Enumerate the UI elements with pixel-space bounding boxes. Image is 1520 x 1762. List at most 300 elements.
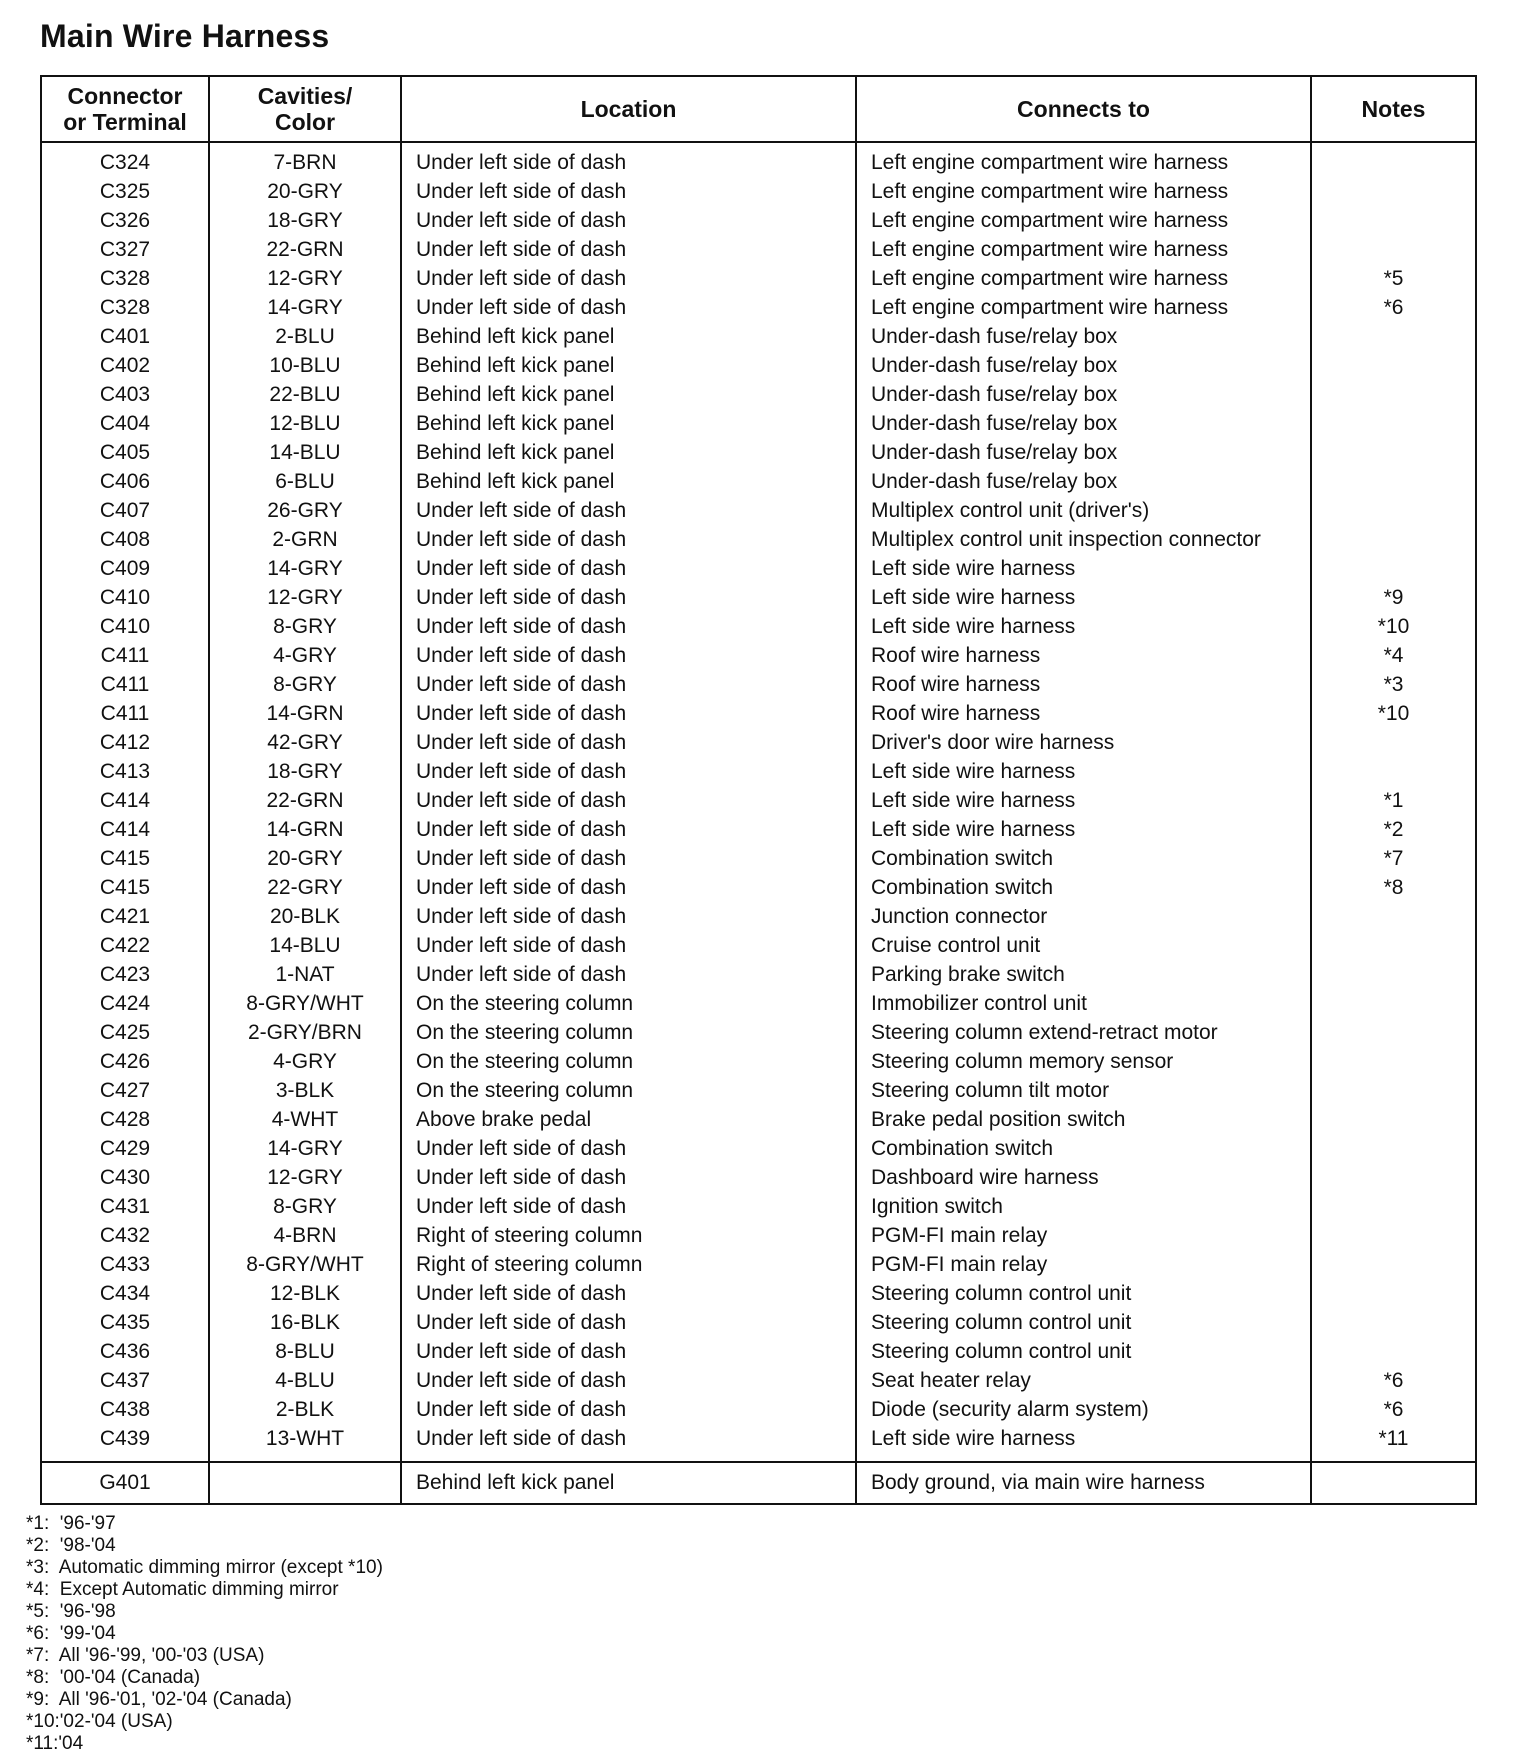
cell-connects-to: Under-dash fuse/relay box <box>856 322 1311 351</box>
cell-location: Under left side of dash <box>401 177 856 206</box>
cell-connector: C325 <box>41 177 209 206</box>
cell-connects-to: Left engine compartment wire harness <box>856 206 1311 235</box>
cell-connector: C414 <box>41 815 209 844</box>
cell-connects-to: Left side wire harness <box>856 815 1311 844</box>
cell-note <box>1311 206 1476 235</box>
cell-connector: C421 <box>41 902 209 931</box>
cell-location: Under left side of dash <box>401 1395 856 1424</box>
cell-connector: C327 <box>41 235 209 264</box>
table-row <box>41 496 1476 525</box>
cell-connects-to: PGM-FI main relay <box>856 1250 1311 1279</box>
cell-note <box>1311 525 1476 554</box>
cell-note: *1 <box>1311 786 1476 815</box>
table-row <box>41 670 1476 699</box>
cell-cavities: 22-GRN <box>209 235 401 264</box>
cell-connector: C431 <box>41 1192 209 1221</box>
cell-connector: C326 <box>41 206 209 235</box>
cell-note <box>1311 177 1476 206</box>
cell-connector: C408 <box>41 525 209 554</box>
cell-location: Behind left kick panel <box>401 438 856 467</box>
table-row <box>41 728 1476 757</box>
cell-connects-to: Left side wire harness <box>856 612 1311 641</box>
cell-cavities: 18-GRY <box>209 757 401 786</box>
cell-connector: C435 <box>41 1308 209 1337</box>
cell-connects-to: Under-dash fuse/relay box <box>856 467 1311 496</box>
cell-cavities: 4-GRY <box>209 641 401 670</box>
cell-cavities: 22-GRN <box>209 786 401 815</box>
cell-location: Right of steering column <box>401 1250 856 1279</box>
page-title: Main Wire Harness <box>40 18 330 54</box>
cell-note <box>1311 380 1476 409</box>
cell-cavities: 8-GRY/WHT <box>209 989 401 1018</box>
table-row <box>41 264 1476 293</box>
cell-note: *9 <box>1311 583 1476 612</box>
cell-location: Under left side of dash <box>401 873 856 902</box>
cell-connects-to: Multiplex control unit inspection connector <box>856 525 1311 554</box>
cell-location: Under left side of dash <box>401 235 856 264</box>
cell-note: *6 <box>1311 1395 1476 1424</box>
table-row <box>41 1221 1476 1250</box>
table-row <box>41 1250 1476 1279</box>
cell-connector: C413 <box>41 757 209 786</box>
header-connector <box>41 76 209 142</box>
cell-location: Under left side of dash <box>401 815 856 844</box>
cell-connector: C438 <box>41 1395 209 1424</box>
footnote-item: *9: All '96-'01, '02-'04 (Canada) <box>26 1689 292 1710</box>
table-row <box>41 757 1476 786</box>
cell-location: Under left side of dash <box>401 142 856 177</box>
cell-location: Under left side of dash <box>401 960 856 989</box>
footnote-item: *10:'02-'04 (USA) <box>26 1711 173 1732</box>
cell-connector: C405 <box>41 438 209 467</box>
cell-cavities: 1-NAT <box>209 960 401 989</box>
cell-connector: C415 <box>41 873 209 902</box>
cell-location: Under left side of dash <box>401 293 856 322</box>
table-row <box>41 1424 1476 1462</box>
header-connector-line-2: or Terminal <box>63 109 187 135</box>
cell-connector: C411 <box>41 641 209 670</box>
cell-cavities: 14-BLU <box>209 931 401 960</box>
cell-cavities: 8-GRY/WHT <box>209 1250 401 1279</box>
table-row <box>41 1018 1476 1047</box>
cell-note <box>1311 1308 1476 1337</box>
cell-cavities: 18-GRY <box>209 206 401 235</box>
cell-connector: C328 <box>41 264 209 293</box>
cell-connector: C411 <box>41 699 209 728</box>
cell-location: Under left side of dash <box>401 496 856 525</box>
cell-connector: C402 <box>41 351 209 380</box>
table-row <box>41 293 1476 322</box>
cell-note <box>1311 438 1476 467</box>
cell-connects-to: Left side wire harness <box>856 583 1311 612</box>
cell-note <box>1311 1192 1476 1221</box>
ground-connects-to: Body ground, via main wire harness <box>856 1462 1311 1504</box>
table-row <box>41 699 1476 728</box>
table-row <box>41 641 1476 670</box>
cell-location: Under left side of dash <box>401 1134 856 1163</box>
cell-note <box>1311 757 1476 786</box>
cell-cavities: 42-GRY <box>209 728 401 757</box>
cell-cavities: 12-BLU <box>209 409 401 438</box>
footnote-item: *4: Except Automatic dimming mirror <box>26 1579 339 1600</box>
cell-note: *6 <box>1311 1366 1476 1395</box>
cell-connector: C422 <box>41 931 209 960</box>
table-row <box>41 1337 1476 1366</box>
cell-location: Under left side of dash <box>401 1192 856 1221</box>
header-cavities <box>209 76 401 142</box>
cell-cavities: 2-GRY/BRN <box>209 1018 401 1047</box>
cell-note <box>1311 1076 1476 1105</box>
cell-cavities: 10-BLU <box>209 351 401 380</box>
cell-connects-to: Combination switch <box>856 873 1311 902</box>
cell-connects-to: Steering column tilt motor <box>856 1076 1311 1105</box>
cell-connects-to: Steering column control unit <box>856 1308 1311 1337</box>
cell-cavities: 14-GRY <box>209 554 401 583</box>
header-location: Location <box>401 76 856 142</box>
table-row <box>41 1163 1476 1192</box>
cell-note <box>1311 1047 1476 1076</box>
cell-note <box>1311 1163 1476 1192</box>
cell-cavities: 4-WHT <box>209 1105 401 1134</box>
cell-location: Behind left kick panel <box>401 351 856 380</box>
cell-connects-to: Left engine compartment wire harness <box>856 293 1311 322</box>
cell-note: *2 <box>1311 815 1476 844</box>
cell-cavities: 8-GRY <box>209 670 401 699</box>
table-row <box>41 322 1476 351</box>
cell-connector: C432 <box>41 1221 209 1250</box>
cell-connects-to: Left engine compartment wire harness <box>856 177 1311 206</box>
cell-connector: C428 <box>41 1105 209 1134</box>
cell-location: On the steering column <box>401 1047 856 1076</box>
cell-cavities: 3-BLK <box>209 1076 401 1105</box>
cell-location: Right of steering column <box>401 1221 856 1250</box>
cell-connector: C433 <box>41 1250 209 1279</box>
cell-connects-to: Left engine compartment wire harness <box>856 264 1311 293</box>
cell-cavities: 14-GRN <box>209 815 401 844</box>
cell-cavities: 26-GRY <box>209 496 401 525</box>
cell-note: *5 <box>1311 264 1476 293</box>
cell-location: Under left side of dash <box>401 1163 856 1192</box>
cell-connects-to: Diode (security alarm system) <box>856 1395 1311 1424</box>
cell-connects-to: Left side wire harness <box>856 757 1311 786</box>
footnotes-list <box>26 1513 383 1755</box>
cell-note: *6 <box>1311 293 1476 322</box>
header-cavities-line-1: Cavities/ <box>257 83 353 109</box>
cell-connector: C439 <box>41 1424 209 1462</box>
table-row <box>41 1047 1476 1076</box>
ground-connector: G401 <box>41 1462 209 1504</box>
footnote-item: *1: '96-'97 <box>26 1513 116 1534</box>
cell-note <box>1311 1105 1476 1134</box>
table-row <box>41 1076 1476 1105</box>
cell-note: *10 <box>1311 699 1476 728</box>
cell-connector: C424 <box>41 989 209 1018</box>
cell-connects-to: Steering column extend-retract motor <box>856 1018 1311 1047</box>
cell-note <box>1311 409 1476 438</box>
cell-cavities: 2-BLU <box>209 322 401 351</box>
cell-connects-to: Roof wire harness <box>856 670 1311 699</box>
cell-connects-to: Under-dash fuse/relay box <box>856 380 1311 409</box>
table-row <box>41 844 1476 873</box>
cell-connects-to: Left engine compartment wire harness <box>856 235 1311 264</box>
table-row <box>41 438 1476 467</box>
footnote-item: *11:'04 <box>26 1733 84 1754</box>
ground-cavities <box>209 1462 401 1504</box>
cell-cavities: 22-GRY <box>209 873 401 902</box>
table-row <box>41 583 1476 612</box>
table-row <box>41 1308 1476 1337</box>
cell-note <box>1311 467 1476 496</box>
table-row <box>41 1395 1476 1424</box>
cell-connector: C436 <box>41 1337 209 1366</box>
cell-connects-to: Multiplex control unit (driver's) <box>856 496 1311 525</box>
cell-connects-to: Left side wire harness <box>856 1424 1311 1462</box>
header-notes: Notes <box>1311 76 1476 142</box>
cell-connects-to: Steering column control unit <box>856 1337 1311 1366</box>
header-cavities-line-2: Color <box>274 109 336 135</box>
table-row <box>41 1192 1476 1221</box>
table-row <box>41 612 1476 641</box>
cell-cavities: 16-BLK <box>209 1308 401 1337</box>
table-row <box>41 235 1476 264</box>
cell-connects-to: Left side wire harness <box>856 554 1311 583</box>
cell-location: Under left side of dash <box>401 641 856 670</box>
cell-location: Under left side of dash <box>401 1279 856 1308</box>
cell-connector: C412 <box>41 728 209 757</box>
cell-note <box>1311 142 1476 177</box>
cell-connects-to: Roof wire harness <box>856 641 1311 670</box>
cell-location: Under left side of dash <box>401 902 856 931</box>
table-body <box>41 142 1476 1462</box>
footnote-item: *3: Automatic dimming mirror (except *10) <box>26 1557 383 1578</box>
cell-cavities: 14-GRY <box>209 293 401 322</box>
cell-cavities: 12-BLK <box>209 1279 401 1308</box>
cell-cavities: 14-GRY <box>209 1134 401 1163</box>
cell-note: *4 <box>1311 641 1476 670</box>
cell-cavities: 13-WHT <box>209 1424 401 1462</box>
cell-cavities: 14-GRN <box>209 699 401 728</box>
cell-location: On the steering column <box>401 1076 856 1105</box>
cell-connects-to: Under-dash fuse/relay box <box>856 438 1311 467</box>
table-row <box>41 786 1476 815</box>
cell-location: Under left side of dash <box>401 1308 856 1337</box>
cell-cavities: 4-BRN <box>209 1221 401 1250</box>
cell-connector: C406 <box>41 467 209 496</box>
cell-cavities: 8-GRY <box>209 1192 401 1221</box>
cell-connects-to: Roof wire harness <box>856 699 1311 728</box>
cell-connects-to: Under-dash fuse/relay box <box>856 409 1311 438</box>
table-row <box>41 815 1476 844</box>
table-row <box>41 1279 1476 1308</box>
cell-cavities: 20-GRY <box>209 844 401 873</box>
cell-location: On the steering column <box>401 1018 856 1047</box>
cell-connector: C415 <box>41 844 209 873</box>
cell-connects-to: Left side wire harness <box>856 786 1311 815</box>
table-row <box>41 525 1476 554</box>
cell-note <box>1311 1134 1476 1163</box>
cell-location: On the steering column <box>401 989 856 1018</box>
cell-location: Behind left kick panel <box>401 467 856 496</box>
table-row <box>41 142 1476 177</box>
table-row <box>41 1134 1476 1163</box>
cell-note <box>1311 322 1476 351</box>
cell-location: Under left side of dash <box>401 699 856 728</box>
ground-section <box>41 1462 1476 1504</box>
cell-connector: C328 <box>41 293 209 322</box>
cell-connects-to: Under-dash fuse/relay box <box>856 351 1311 380</box>
cell-note <box>1311 931 1476 960</box>
cell-connects-to: Cruise control unit <box>856 931 1311 960</box>
cell-connector: C414 <box>41 786 209 815</box>
cell-note: *8 <box>1311 873 1476 902</box>
cell-connects-to: Steering column control unit <box>856 1279 1311 1308</box>
cell-note <box>1311 1221 1476 1250</box>
cell-cavities: 2-GRN <box>209 525 401 554</box>
cell-connector: C425 <box>41 1018 209 1047</box>
footnote-item: *8: '00-'04 (Canada) <box>26 1667 201 1688</box>
cell-location: Behind left kick panel <box>401 322 856 351</box>
cell-location: Under left side of dash <box>401 583 856 612</box>
cell-cavities: 4-GRY <box>209 1047 401 1076</box>
cell-location: Under left side of dash <box>401 1424 856 1462</box>
cell-note <box>1311 496 1476 525</box>
harness-table <box>40 75 1477 1505</box>
cell-note: *3 <box>1311 670 1476 699</box>
cell-cavities: 6-BLU <box>209 467 401 496</box>
ground-row <box>41 1462 1476 1504</box>
cell-location: Under left side of dash <box>401 1337 856 1366</box>
cell-note <box>1311 554 1476 583</box>
cell-note <box>1311 235 1476 264</box>
cell-note <box>1311 351 1476 380</box>
ground-location: Behind left kick panel <box>401 1462 856 1504</box>
cell-connector: C427 <box>41 1076 209 1105</box>
cell-note: *10 <box>1311 612 1476 641</box>
cell-location: Above brake pedal <box>401 1105 856 1134</box>
cell-note <box>1311 728 1476 757</box>
table-row <box>41 1105 1476 1134</box>
cell-connector: C423 <box>41 960 209 989</box>
cell-connects-to: Left engine compartment wire harness <box>856 142 1311 177</box>
cell-connector: C411 <box>41 670 209 699</box>
table-row <box>41 380 1476 409</box>
table-row <box>41 177 1476 206</box>
cell-cavities: 14-BLU <box>209 438 401 467</box>
cell-connects-to: PGM-FI main relay <box>856 1221 1311 1250</box>
cell-note <box>1311 902 1476 931</box>
table-row <box>41 931 1476 960</box>
cell-note <box>1311 1018 1476 1047</box>
cell-connector: C430 <box>41 1163 209 1192</box>
ground-note <box>1311 1462 1476 1504</box>
cell-location: Behind left kick panel <box>401 380 856 409</box>
cell-location: Under left side of dash <box>401 264 856 293</box>
cell-cavities: 4-BLU <box>209 1366 401 1395</box>
table-row <box>41 873 1476 902</box>
table-row <box>41 989 1476 1018</box>
table-row <box>41 960 1476 989</box>
cell-note: *7 <box>1311 844 1476 873</box>
cell-note <box>1311 1250 1476 1279</box>
cell-note <box>1311 989 1476 1018</box>
table-row <box>41 1366 1476 1395</box>
cell-cavities: 8-BLU <box>209 1337 401 1366</box>
cell-note <box>1311 960 1476 989</box>
cell-cavities: 22-BLU <box>209 380 401 409</box>
cell-cavities: 20-GRY <box>209 177 401 206</box>
cell-connects-to: Driver's door wire harness <box>856 728 1311 757</box>
cell-location: Under left side of dash <box>401 206 856 235</box>
cell-location: Under left side of dash <box>401 786 856 815</box>
header-connects-to: Connects to <box>856 76 1311 142</box>
cell-connector: C410 <box>41 583 209 612</box>
cell-location: Under left side of dash <box>401 554 856 583</box>
cell-connector: C410 <box>41 612 209 641</box>
cell-cavities: 12-GRY <box>209 583 401 612</box>
cell-cavities: 7-BRN <box>209 142 401 177</box>
cell-connector: C401 <box>41 322 209 351</box>
cell-connector: C426 <box>41 1047 209 1076</box>
table-row <box>41 554 1476 583</box>
cell-location: Under left side of dash <box>401 670 856 699</box>
footnote-item: *2: '98-'04 <box>26 1535 116 1556</box>
cell-connector: C409 <box>41 554 209 583</box>
cell-note <box>1311 1337 1476 1366</box>
table-header-row <box>41 76 1476 142</box>
footnote-item: *7: All '96-'99, '00-'03 (USA) <box>26 1645 265 1666</box>
cell-connector: C434 <box>41 1279 209 1308</box>
footnote-item: *6: '99-'04 <box>26 1623 116 1644</box>
cell-note: *11 <box>1311 1424 1476 1462</box>
cell-connector: C403 <box>41 380 209 409</box>
cell-location: Under left side of dash <box>401 1366 856 1395</box>
cell-cavities: 8-GRY <box>209 612 401 641</box>
header-connector-line-1: Connector <box>67 83 183 109</box>
footnote-item: *5: '96-'98 <box>26 1601 116 1622</box>
table-row <box>41 351 1476 380</box>
cell-location: Under left side of dash <box>401 844 856 873</box>
cell-location: Under left side of dash <box>401 931 856 960</box>
cell-connects-to: Brake pedal position switch <box>856 1105 1311 1134</box>
cell-connector: C404 <box>41 409 209 438</box>
cell-connects-to: Immobilizer control unit <box>856 989 1311 1018</box>
cell-connects-to: Parking brake switch <box>856 960 1311 989</box>
cell-connects-to: Seat heater relay <box>856 1366 1311 1395</box>
table-row <box>41 902 1476 931</box>
cell-cavities: 20-BLK <box>209 902 401 931</box>
cell-connector: C437 <box>41 1366 209 1395</box>
cell-connects-to: Steering column memory sensor <box>856 1047 1311 1076</box>
cell-connector: C324 <box>41 142 209 177</box>
cell-connects-to: Junction connector <box>856 902 1311 931</box>
cell-connects-to: Combination switch <box>856 844 1311 873</box>
cell-connects-to: Dashboard wire harness <box>856 1163 1311 1192</box>
table-row <box>41 467 1476 496</box>
cell-connects-to: Ignition switch <box>856 1192 1311 1221</box>
cell-cavities: 2-BLK <box>209 1395 401 1424</box>
cell-cavities: 12-GRY <box>209 264 401 293</box>
cell-location: Under left side of dash <box>401 525 856 554</box>
cell-connector: C407 <box>41 496 209 525</box>
cell-location: Under left side of dash <box>401 757 856 786</box>
table-row <box>41 206 1476 235</box>
cell-connector: C429 <box>41 1134 209 1163</box>
cell-note <box>1311 1279 1476 1308</box>
cell-location: Under left side of dash <box>401 612 856 641</box>
cell-connects-to: Combination switch <box>856 1134 1311 1163</box>
cell-location: Under left side of dash <box>401 728 856 757</box>
cell-cavities: 12-GRY <box>209 1163 401 1192</box>
